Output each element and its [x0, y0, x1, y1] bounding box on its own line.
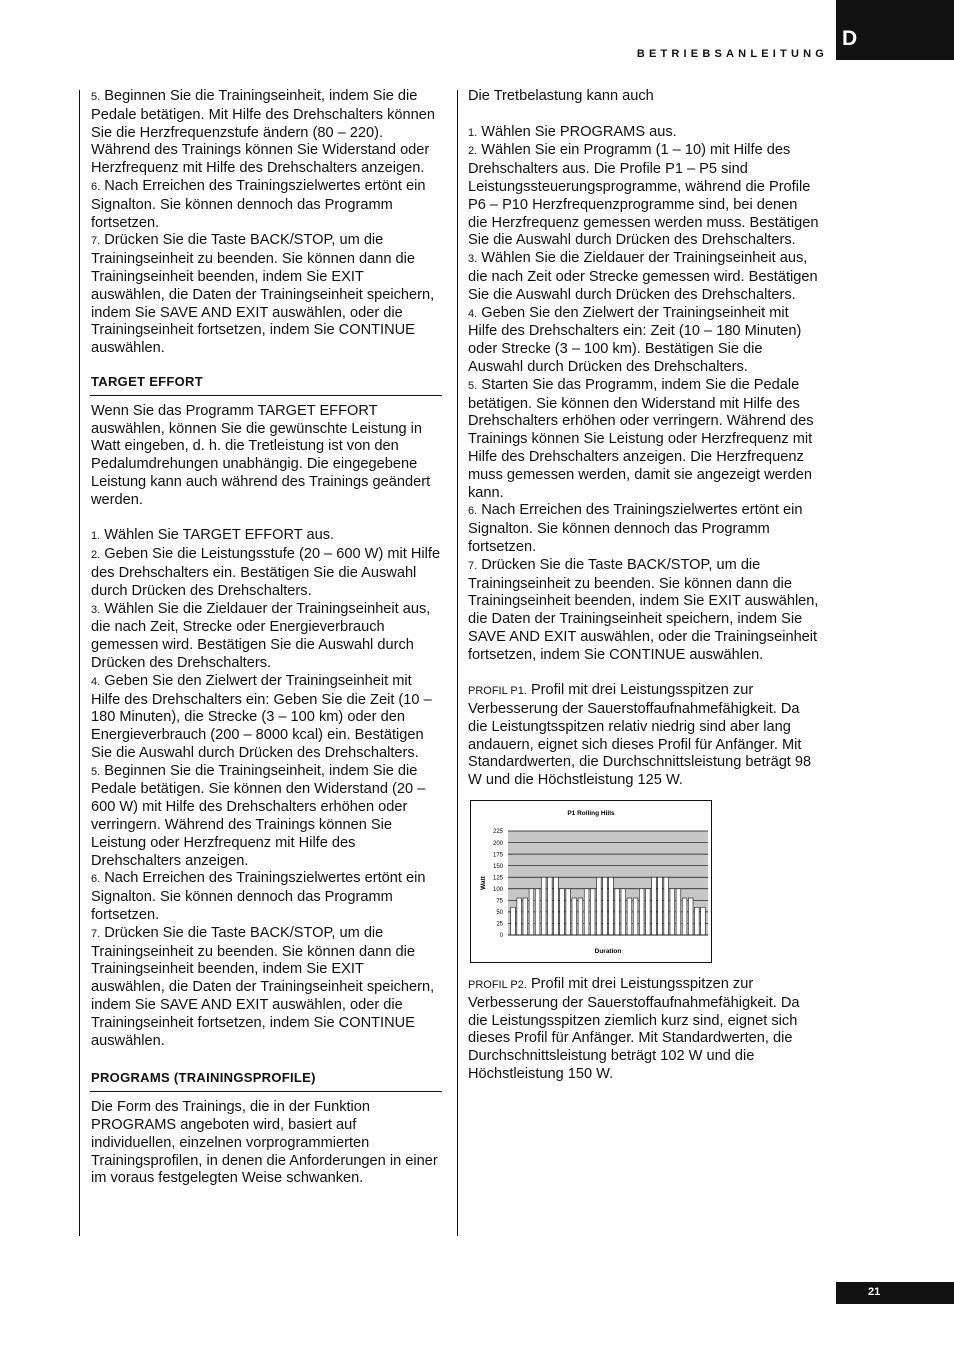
- step-item: 2. Wählen Sie ein Programm (1 – 10) mit Hilfe des Drehschalters aus. Die Profile P1 – P5 sind Leistungssteuerungsprogramme, während die Profile P6 – P10 Herzfrequenzprogramme sind, bei denen die Herzfrequenz gemessen werden muss. Bestätigen Sie die Auswahl durch Drücken des Drehschalters.: [468, 142, 819, 249]
- chart-y-tick-label: 25: [496, 921, 503, 928]
- left-column: [91, 88, 441, 1188]
- programs-intro: Die Form des Trainings, die in der Funktion PROGRAMS angeboten wird, basiert auf individuellen, einzelnen vorprogrammierten Trainingsprofilen, in denen die Anforderungen in einer im voraus festgelegten Weise schwanken.: [91, 1099, 438, 1187]
- right-column: [468, 88, 820, 1084]
- profile-p1-description: PROFIL P1. Profil mit drei Leistungsspitzen zur Verbesserung der Sauerstoffaufnahmefähigkeit. Da die Leistungtsspitzen relativ niedrig sind aber lang andauern, eignet sich dieses Profil für Anfänger. Mit Standardwerten, die Durchschnittsleistung beträgt 98 W und die Höchstleistung 125 W.: [468, 682, 812, 789]
- step-item: 6. Nach Erreichen des Trainingszielwertes ertönt ein Signalton. Sie können dennoch das Programm fortsetzen.: [91, 177, 426, 231]
- section-heading-target-effort: TARGET EFFORT: [90, 373, 442, 396]
- chart-y-axis-label: Watt: [480, 876, 487, 890]
- chart-y-tick-label: 150: [492, 863, 503, 870]
- step-item: 5. Starten Sie das Programm, indem Sie die Pedale betätigen. Sie können den Widerstand mit Hilfe des Drehschalters erhöhen oder verringern. Während des Trainings können Sie Leistung oder Herzfrequenz mit Hilfe des Drehschalters anzeigen. Die Herzfrequenz muss gemessen werden, damit sie angezeigt werden kann.: [468, 376, 814, 501]
- chart-bar: [609, 877, 614, 935]
- page-number: 21: [868, 1286, 881, 1298]
- chart-y-tick-label: 0: [499, 933, 503, 940]
- step-item: 2. Geben Sie die Leistungsstufe (20 – 600 W) mit Hilfe des Drehschalters ein. Bestätigen Sie die Auswahl durch Drücken des Drehschalters.: [91, 546, 441, 599]
- center-column-rule: [457, 90, 458, 1236]
- chart-y-tick-label: 100: [492, 887, 503, 894]
- chart-bar: [688, 898, 693, 935]
- chart-bar: [541, 877, 546, 935]
- chart-bar: [658, 877, 663, 935]
- chart-bar: [572, 898, 577, 935]
- step-item: 4. Geben Sie den Zielwert der Trainingseinheit mit Hilfe des Drehschalters ein: Zeit (10 – 180 Minuten) oder Strecke (3 – 100 km). Bestätigen Sie die Auswahl durch Drücken des Drehschalters.: [468, 304, 802, 375]
- step-item: 3. Wählen Sie die Zieldauer der Trainingseinheit aus, die nach Zeit oder Strecke gemessen wird. Bestätigen Sie die Auswahl durch Drücken des Drehschalters.: [468, 250, 818, 303]
- profile-chart-svg: [471, 801, 711, 962]
- chart-x-axis-label: Duration: [594, 948, 622, 956]
- chart-bar: [676, 889, 681, 935]
- chart-title: P1 Rolling Hills: [567, 810, 615, 818]
- target-effort-intro: Wenn Sie das Programm TARGET EFFORT auswählen, können Sie die gewünschte Leistung in Watt eingeben, d. h. die Tretleistung ist von den Pedalumdrehungen unabhängig. Die eingegebene Leistung kann auch während des Trainings geändert werden.: [91, 402, 431, 508]
- language-tab: [836, 0, 954, 60]
- chart-bar: [645, 889, 650, 935]
- chart-bar: [535, 889, 540, 935]
- step-item: 7. Drücken Sie die Taste BACK/STOP, um die Trainingseinheit zu beenden. Sie können dann die Trainingseinheit beenden, indem Sie EXIT auswählen, die Daten der Trainingseinheit speichern, indem Sie SAVE AND EXIT auswählen, oder die Trainingseinheit fortsetzen, indem Sie CONTINUE auswählen.: [468, 556, 819, 663]
- chart-bar: [670, 889, 675, 935]
- chart-bar: [517, 898, 522, 935]
- chart-bar: [621, 889, 626, 935]
- profile-p2-description: PROFIL P2. Profil mit drei Leistungsspitzen zur Verbesserung der Sauerstoffaufnahmefähigkeit. Da die Leistungsspitzen ziemlich kurz sind, eignet sich dieses Profil für Anfänger. Mit Standardwerten, die Durchschnittsleistung beträgt 102 W und die Höchstleistung 150 W.: [468, 976, 800, 1083]
- programs-intro-line: Die Tretbelastung kann auch: [468, 88, 654, 104]
- section-heading-programs: PROGRAMS (TRAININGSPROFILE): [90, 1069, 442, 1092]
- step-item: 1. Wählen Sie PROGRAMS aus.: [468, 123, 677, 140]
- chart-y-tick-label: 50: [496, 910, 503, 917]
- chart-bar: [547, 877, 552, 935]
- chart-y-tick-label: 175: [492, 852, 503, 859]
- chart-bar: [694, 907, 699, 935]
- chart-bar: [523, 898, 528, 935]
- chart-bar: [590, 889, 595, 935]
- chart-bar: [584, 889, 589, 935]
- intro-steps: [91, 88, 441, 358]
- chart-bar: [682, 898, 687, 935]
- chart-bar: [627, 898, 632, 935]
- step-item: 4. Geben Sie den Zielwert der Trainingseinheit mit Hilfe des Drehschalters ein: Geben Sie die Zeit (10 – 180 Minuten), die Strecke (3 – 100 km) oder den Energieverbrauch (200 – 8000 kcal) ein. Bestätigen Sie die Auswahl durch Drücken des Drehschalters.: [91, 672, 432, 761]
- chart-bar: [652, 877, 657, 935]
- step-item: 7. Drücken Sie die Taste BACK/STOP, um die Trainingseinheit zu beenden. Sie können dann die Trainingseinheit beenden, indem Sie EXIT auswählen, die Daten der Trainingseinheit speichern, indem Sie SAVE AND EXIT auswählen, oder die Trainingseinheit fortsetzen, indem Sie CONTINUE auswählen.: [91, 232, 435, 357]
- chart-y-tick-label: 225: [492, 829, 503, 836]
- step-item: 6. Nach Erreichen des Trainingszielwertes ertönt ein Signalton. Sie können dennoch das Programm fortsetzen.: [468, 502, 803, 555]
- chart-bar: [578, 898, 583, 935]
- page-number-box: [836, 1282, 954, 1304]
- chart-bar: [633, 898, 638, 935]
- chart-bar: [664, 877, 669, 935]
- step-item: 6. Nach Erreichen des Trainingszielwertes ertönt ein Signalton. Sie können dennoch das Programm fortsetzen.: [91, 870, 426, 924]
- chart-bar: [603, 877, 608, 935]
- profile-chart: [470, 800, 712, 963]
- step-item: 5. Beginnen Sie die Trainingseinheit, indem Sie die Pedale betätigen. Sie können den Widerstand (20 – 600 W) mit Hilfe des Drehschalters erhöhen oder verringern. Während des Trainings können Sie Leistung oder Herzfrequenz mit Hilfe des Drehschalters anzeigen.: [91, 762, 426, 869]
- chart-bar: [701, 907, 706, 935]
- chart-bar: [639, 889, 644, 935]
- chart-y-tick-label: 200: [492, 840, 503, 847]
- chart-bar: [511, 907, 516, 935]
- step-item: 5. Beginnen Sie die Trainingseinheit, indem Sie die Pedale betätigen. Mit Hilfe des Drehschalters können Sie die Herzfrequenzstufe ändern (80 – 220). Während des Trainings können Sie Widerstand oder Herzfrequenz mit Hilfe des Drehschalters anzeigen.: [91, 88, 435, 177]
- chart-bar: [529, 889, 534, 935]
- header-label: BETRIEBSANLEITUNG: [636, 48, 828, 60]
- step-item: 3. Wählen Sie die Zieldauer der Trainingseinheit aus, die nach Zeit, Strecke oder Energieverbrauch gemessen wird. Bestätigen Sie die Auswahl durch Drücken des Drehschalters.: [91, 600, 431, 671]
- step-item: 1. Wählen Sie TARGET EFFORT aus.: [91, 527, 335, 544]
- chart-bar: [560, 889, 565, 935]
- chart-bar: [596, 877, 601, 935]
- chart-bar: [554, 877, 559, 935]
- chart-bar: [615, 889, 620, 935]
- left-column-rule: [79, 90, 80, 1236]
- chart-y-tick-label: 125: [492, 875, 503, 882]
- chart-bar: [566, 889, 571, 935]
- step-item: 7. Drücken Sie die Taste BACK/STOP, um die Trainingseinheit zu beenden. Sie können dann die Trainingseinheit beenden, indem Sie EXIT auswählen, die Daten der Trainingseinheit speichern, indem Sie SAVE AND EXIT auswählen, oder die Trainingseinheit fortsetzen, indem Sie CONTINUE auswählen.: [91, 924, 435, 1049]
- chart-y-tick-label: 75: [496, 898, 503, 905]
- language-code: D: [842, 27, 858, 50]
